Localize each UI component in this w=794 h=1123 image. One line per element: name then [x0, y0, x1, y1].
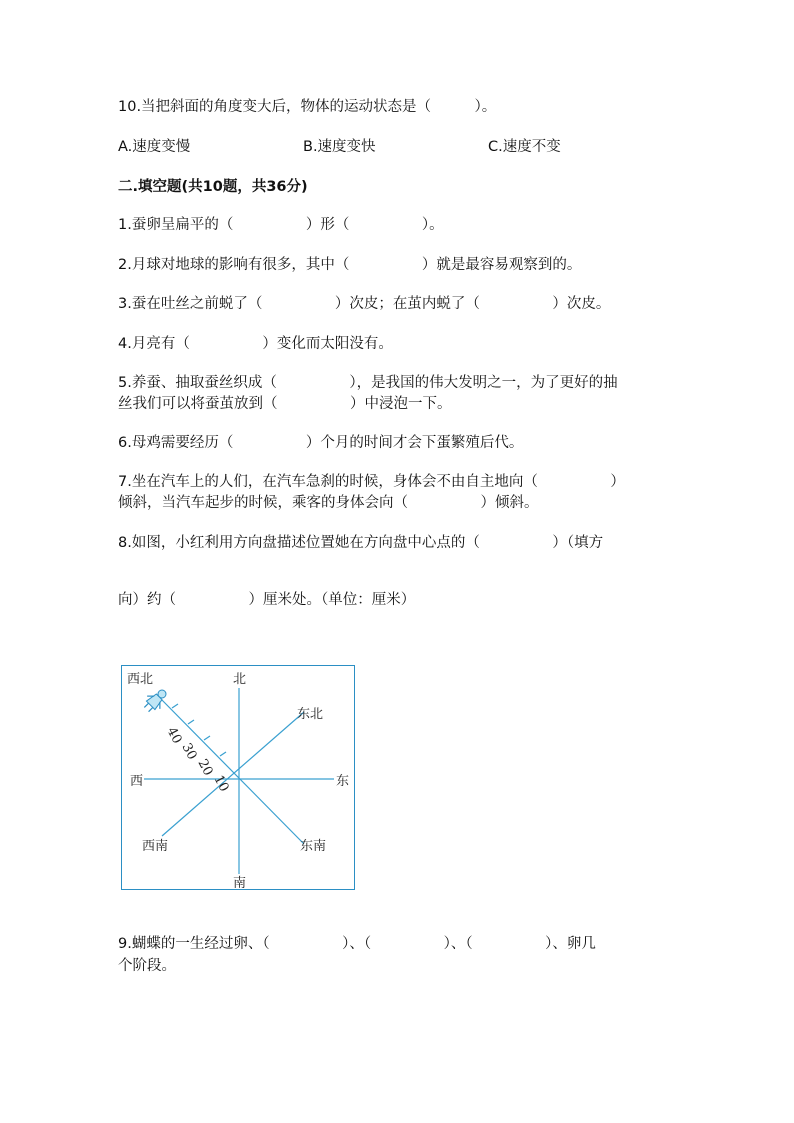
fill-question-1: 1.蚕卵呈扁平的（ ）形（ ）。: [118, 217, 444, 233]
fill-question-8-line-2: 向）约（ ）厘米处。（单位：厘米）: [118, 592, 416, 608]
fill-question-9-line-2: 个阶段。: [118, 958, 176, 974]
scale-tick: [172, 704, 178, 708]
label-southeast: 东南: [300, 839, 327, 854]
label-northwest: 西北: [127, 672, 154, 687]
scale-tick: [204, 736, 210, 740]
fill-question-6: 6.母鸡需要经历（ ）个月的时间才会下蛋繁殖后代。: [118, 435, 524, 451]
section-heading: 二.填空题(共10题，共36分): [118, 179, 308, 195]
fill-question-3: 3.蚕在吐丝之前蜕了（ ）次皮；在茧内蜕了（ ）次皮。: [118, 296, 611, 312]
option-b: B.速度变快: [303, 139, 376, 155]
fill-question-9-line-1: 9.蝴蝶的一生经过卵、（ ）、（ ）、（ ）、卵几: [118, 936, 596, 952]
scale-tick: [220, 752, 226, 756]
option-a: A.速度变慢: [118, 139, 191, 155]
northeast-southwest-line: [162, 712, 304, 836]
scale-label-40: 40: [163, 724, 185, 747]
label-east: 东: [336, 774, 350, 789]
label-southwest: 西南: [142, 839, 169, 854]
fill-question-7-line-2: 倾斜，当汽车起步的时候，乘客的身体会向（ ）倾斜。: [118, 495, 539, 511]
girl-figure-icon: [140, 685, 171, 716]
question-10-text: 10.当把斜面的角度变大后，物体的运动状态是（ ）。: [118, 99, 497, 115]
fill-question-7-line-1: 7.坐在汽车上的人们，在汽车急刹的时候，身体会不由自主地向（ ）: [118, 474, 625, 490]
fill-question-4: 4.月亮有（ ）变化而太阳没有。: [118, 336, 393, 352]
compass-diagram: [121, 665, 355, 890]
compass-svg: [122, 666, 356, 891]
fill-question-5-line-1: 5.养蚕、抽取蚕丝织成（ ），是我国的伟大发明之一，为了更好的抽: [118, 375, 618, 391]
scale-label-10: 10: [210, 772, 232, 795]
label-west: 西: [130, 774, 144, 789]
label-north: 北: [233, 672, 247, 687]
scale-tick: [188, 720, 194, 724]
label-south: 南: [233, 876, 247, 891]
option-c: C.速度不变: [488, 139, 561, 155]
scale-label-20: 20: [194, 756, 216, 779]
fill-question-5-line-2: 丝我们可以将蚕茧放到（ ）中浸泡一下。: [118, 396, 452, 412]
fill-question-8-line-1: 8.如图，小红利用方向盘描述位置她在方向盘中心点的（ ）（填方: [118, 535, 604, 551]
scale-label-30: 30: [178, 740, 200, 763]
northwest-southeast-line: [160, 698, 304, 844]
fill-question-2: 2.月球对地球的影响有很多，其中（ ）就是最容易观察到的。: [118, 257, 582, 273]
label-northeast: 东北: [297, 707, 324, 722]
